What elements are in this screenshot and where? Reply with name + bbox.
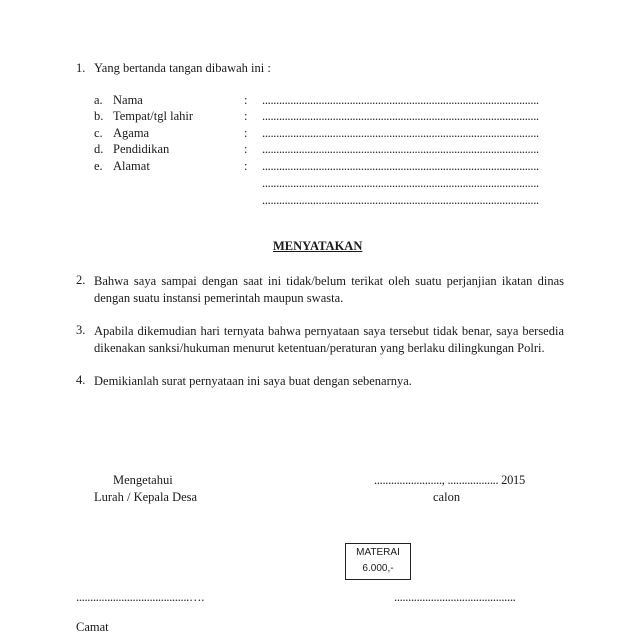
field-label: Pendidikan [113,142,170,156]
field-letter: b. [94,109,104,123]
field-value-dots[interactable]: .................................................................................................. [262,109,539,123]
field-letter: e. [94,159,103,173]
camat-label: Camat [76,620,109,634]
candidate-label: calon [433,490,461,504]
field-value-dots[interactable]: .................................................................................................. [262,159,539,173]
field-letter: d. [94,142,104,156]
statement-3-text: Apabila dikemudian hari ternyata bahwa pernyataan saya tersebut tidak benar, saya bersedia dikenakan sanksi/hukuman menurut ketentuan/peraturan yang berlaku dilingkungan Polri. [94,324,564,355]
materai-label: MATERAI [356,547,400,558]
field-colon: : [244,109,248,123]
statement-2-number: 2. [76,273,86,287]
field-colon: : [244,142,248,156]
field-colon: : [244,93,248,107]
address-extra-line[interactable]: .................................................................................................. [262,193,539,207]
statement-4-number: 4. [76,373,86,387]
right-signature-line[interactable]: ........................................... [394,590,516,604]
address-extra-line[interactable]: .................................................................................................. [262,176,539,190]
field-letter: a. [94,93,103,107]
date-place-line[interactable]: ........................, .................. 2015 [374,473,525,487]
materai-stamp-box [345,543,411,580]
section-1-number: 1. [76,61,86,75]
field-label: Agama [113,126,150,140]
field-label: Tempat/tgl lahir [113,109,194,123]
statement-3-number: 3. [76,323,86,337]
field-colon: : [244,159,248,173]
field-colon: : [244,126,248,140]
statement-4-text: Demikianlah surat pernyataan ini saya buat dengan sebenarnya. [94,374,412,388]
field-value-dots[interactable]: .................................................................................................. [262,93,539,107]
left-signature-line[interactable]: ........................................…. [76,590,205,604]
village-head-title: Lurah / Kepala Desa [94,490,198,504]
field-label: Alamat [113,159,150,173]
field-letter: c. [94,126,103,140]
statement-heading: MENYATAKAN [273,239,363,253]
field-label: Nama [113,93,143,107]
field-value-dots[interactable]: .................................................................................................. [262,142,539,156]
statement-2-text: Bahwa saya sampai dengan saat ini tidak/belum terikat oleh suatu perjanjian ikatan dinas dengan suatu instansi pemerintah maupun swasta. [94,274,564,305]
acknowledged-label: Mengetahui [113,473,173,487]
section-1-intro: Yang bertanda tangan dibawah ini : [94,61,271,75]
field-value-dots[interactable]: .................................................................................................. [262,126,539,140]
materai-value: 6.000,- [362,563,394,574]
